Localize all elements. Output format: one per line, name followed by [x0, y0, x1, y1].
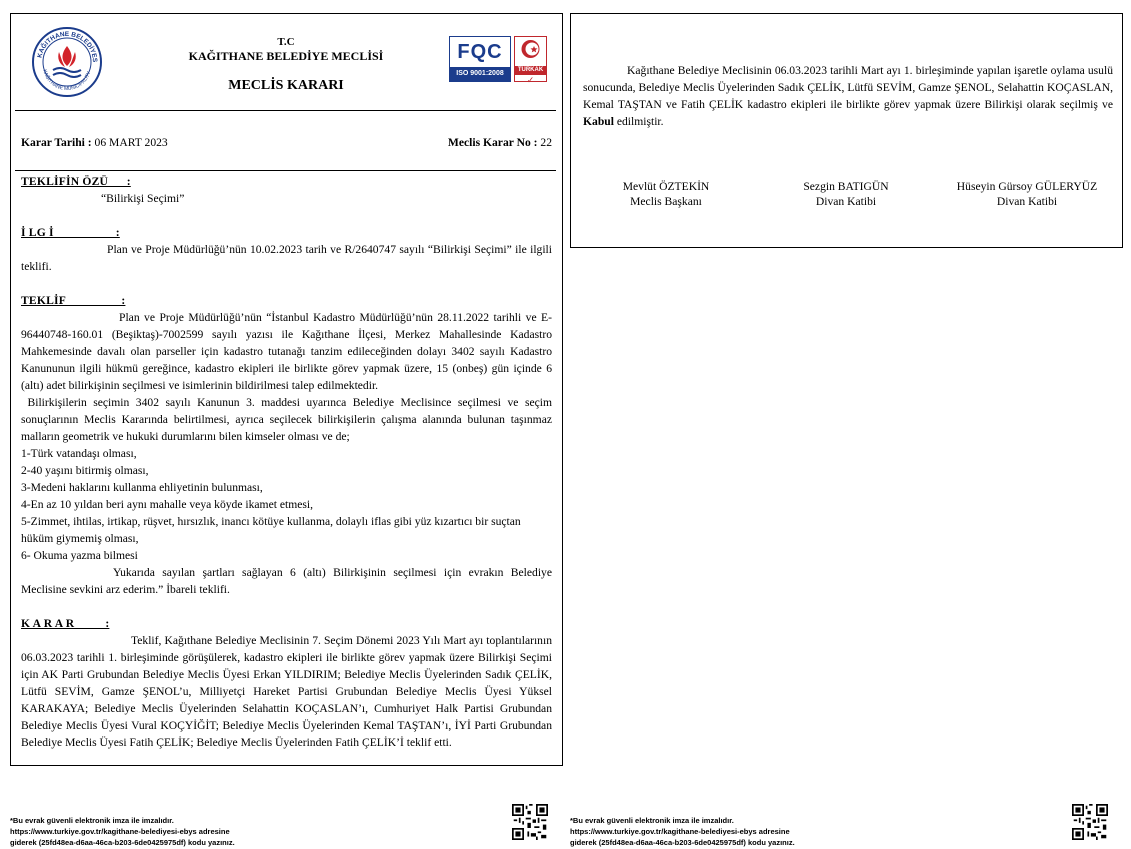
qr-code-icon — [512, 804, 548, 840]
council-name: KAĞITHANE BELEDİYE MECLİSİ — [188, 49, 384, 63]
signatory-name: Sezgin BATIGÜN — [803, 180, 889, 193]
proposal-summary-heading: TEKLİFİN ÖZÜ : — [21, 175, 131, 188]
document-type-title: MECLİS KARARI — [228, 78, 344, 93]
municipality-logo — [31, 26, 103, 98]
signature-block — [936, 179, 1118, 209]
condition-item: 5-Zimmet, ihtilas, irtikap, rüşvet, hırsızlık, inancı kötüye kullanma, dolaylı iflas gibi yüz kızartıcı bir suçtan hüküm giymemiş olması, — [21, 515, 521, 545]
proposal-paragraph-1: Plan ve Proje Müdürlüğü’nün “İstanbul Kadastro Müdürlüğü’nün 28.11.2022 tarihli ve E-96440748-160.01 (Beşiktaş)-7002599 sayılı yazısı ile Kağıthane İlçesi, Merkez Mahallesinde Kadastro Mahkemesinde davalı olan parseller için kadastro tutanağı tanzim edileceğinden dolayı 3402 sayılı Kadastro Kanununun ilgili hükmü gereğince, kadastro ekipleri ile birlikte görev yapmak üzere, 15 (onbeş) gün içinde 6 (altı) adet bilirkişinin seçilmesi ve isimlerinin bildirilmesi talep edilmektedir. — [21, 311, 552, 392]
signatory-name: Hüseyin Gürsoy GÜLERYÜZ — [956, 180, 1098, 193]
fqc-logo: FQC ISO 9001:2008 — [449, 36, 511, 82]
signatory-name: Mevlüt ÖZTEKİN — [622, 180, 710, 193]
condition-item: 6- Okuma yazma bilmesi — [21, 549, 138, 562]
signatory-title: Meclis Başkanı — [630, 195, 702, 208]
signatory-title: Divan Katibi — [996, 195, 1058, 208]
condition-item: 1-Türk vatandaşı olması, — [21, 447, 137, 460]
condition-item: 3-Medeni haklarını kullanma ehliyetinin bulunması, — [21, 481, 263, 494]
decision-body — [21, 173, 555, 751]
decision-page-2 — [570, 13, 1123, 248]
reference-heading: İ LG İ : — [21, 226, 120, 239]
e-signature-footer-page-2: *Bu evrak güvenli elektronik imza ile imzalıdır. https://www.turkiye.gov.tr/kagithane-belediyesi-ebys adresine giderek (25fd48ea-d6aa-46ca-b203-6de0425975df) kodu yazınız. — [570, 816, 795, 847]
condition-item: 2-40 yaşını bitirmiş olması, — [21, 464, 149, 477]
svg-text:KAĞITHANE MUNICIPALITY: KAĞITHANE MUNICIPALITY — [41, 68, 93, 93]
decision-date: Karar Tarihi : 06 MART 2023 — [21, 136, 168, 149]
signatory-title: Divan Katibi — [815, 195, 877, 208]
decision-number: Meclis Karar No : 22 — [447, 136, 552, 149]
e-signature-footer: *Bu evrak güvenli elektronik imza ile imzalıdır. https://www.turkiye.gov.tr/kagithane-belediyesi-ebys adresine giderek (25fd48ea-d6aa-46ca-b203-6de0425975df) kodu yazınız. — [10, 816, 235, 847]
proposal-paragraph-2: Bilirkişilerin seçimin 3402 sayılı Kanunun 3. maddesi uyarınca Belediye Meclisince seçilmesi ve seçim sonuçlarının Meclis Kararında belirtilmesi, ayrıca seçilecek bilirkişilerin çalışma alanında bulunan taşınmaz malların geometrik ve hukuki durumlarını bilen kimseler olması ve de; — [21, 396, 555, 443]
vote-result-text: Kağıthane Belediye Meclisinin 06.03.2023 tarihli Mart ayı 1. birleşiminde yapılan işaretle oylama usulü sonucunda, Belediye Meclis Üyelerinden Sadık ÇELİK, Lütfü SEVİM, Gamze ŞENOL, Selahattin KOÇASLAN, Kemal TAŞTAN ve Fatih ÇELİK kadastro ekipleri ile birlikte görev yapmak üzere Bilirkişi olarak seçilmiş ve Kabul edilmiştir. — [583, 64, 1113, 128]
condition-item: 4-En az 10 yıldan beri aynı mahalle veya köyde ikamet etmesi, — [21, 498, 313, 511]
reference-text: Plan ve Proje Müdürlüğü’nün 10.02.2023 tarih ve R/2640747 sayılı “Bilirkişi Seçimi” ile ilgili teklifi. — [21, 243, 552, 273]
proposal-heading: TEKLİF : — [21, 294, 126, 307]
proposal-closing: Yukarıda sayılan şartları sağlayan 6 (altı) Bilirkişinin seçilmesi için evrakın Belediye Meclisine sevkini arz ederim.” İbareli teklifi. — [21, 566, 552, 596]
proposal-summary-text: “Bilirkişi Seçimi” — [101, 192, 185, 205]
tc-label: T.C — [277, 36, 295, 48]
qr-code-icon — [1072, 804, 1108, 840]
verification-link[interactable]: https://www.turkiye.gov.tr/kagithane-belediyesi-ebys adresine — [570, 827, 790, 836]
decision-heading: K A R A R : — [21, 617, 110, 630]
decision-page-1 — [10, 13, 563, 766]
verification-link[interactable]: https://www.turkiye.gov.tr/kagithane-belediyesi-ebys adresine — [10, 827, 230, 836]
decision-text: Teklif, Kağıthane Belediye Meclisinin 7. Seçim Dönemi 2023 Yılı Mart ayı toplantılarının 06.03.2023 tarihli 1. birleşiminde görüşülerek, kadastro ekipleri ile birlikte görev yapmak üzere Bilirkişi Seçimi için AK Parti Grubundan Belediye Meclis Üyesi Erkan YILDIRIM; Belediye Meclis Üyelerinden Sadık ÇELİK, Lütfü SEVİM, Gamze ŞENOL’u, Milliyetçi Hareket Partisi Grubundan Belediye Meclis Üyesi Yüksel KARAKAYA; Belediye Meclis Üyelerinden Selahattin KOÇASLAN’ı, Cumhuriyet Halk Partisi Grubundan Belediye Meclis Üyesi Vural KOÇYİĞİT; Belediye Meclis Üyelerinden Kemal TAŞTAN’ı, İYİ Parti Grubundan Belediye Meclis Üyesi Fatih ÇELİK; Belediye Meclis Üyelerinden Fatih ÇELİK’İ teklif etti. — [21, 634, 552, 749]
turkak-logo: TÜRKAK ✓ — [514, 36, 547, 82]
svg-text:KAĞITHANE BELEDİYESİ: KAĞITHANE BELEDİYES — [36, 30, 99, 63]
signature-block — [771, 179, 921, 209]
header-divider — [15, 110, 556, 111]
meta-divider — [15, 170, 556, 171]
signature-block — [591, 179, 741, 209]
